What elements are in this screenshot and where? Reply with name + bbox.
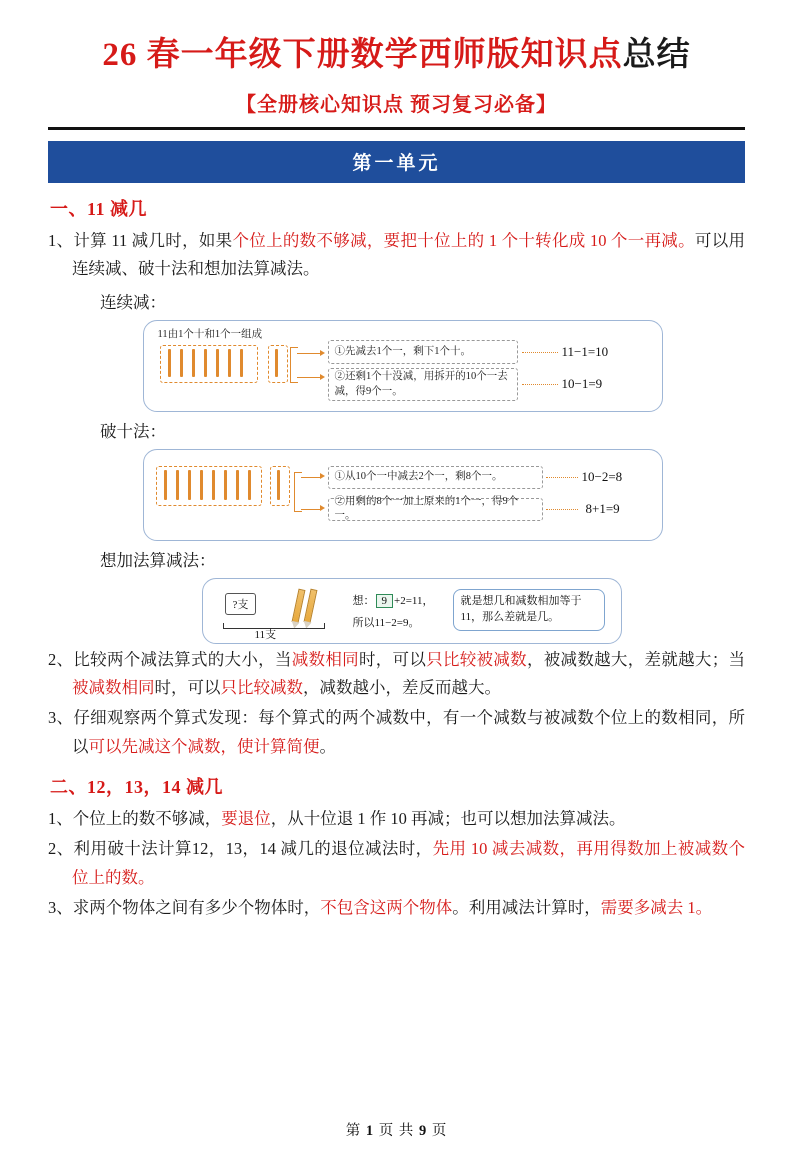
fig3-total-label: 11支 [254, 628, 277, 641]
title-part-1: 26 春一年级下册数学 [102, 37, 419, 73]
stick [192, 349, 195, 377]
stick [204, 349, 207, 377]
stick [277, 470, 280, 500]
fig2-equation-2: 8+1=9 [585, 500, 620, 516]
fig1-arrowhead-2 [320, 374, 325, 380]
s1-i2-d: 只比较被减数 [426, 649, 527, 669]
footer-total-pages: 9 [418, 1123, 428, 1139]
section-heading-2: 二、12，13，14 减几 [50, 777, 223, 798]
s1-i2-a: 2、比较两个减法算式的大小，当 [48, 649, 292, 669]
figure-1-wrapper [48, 320, 745, 412]
stick [212, 470, 215, 500]
fig1-single-one [268, 345, 288, 383]
footer-suffix: 页 [431, 1123, 448, 1139]
s1-i1-a: 1、计算 11 减几时，如果 [48, 230, 233, 250]
fig3-think-line2: 所以11−2=9。 [352, 616, 420, 629]
section2-item3 [48, 894, 745, 922]
sub-label-add-for-subtract: 想加法算减法： [100, 550, 216, 570]
stick [188, 470, 191, 500]
fig3-think-line1 [353, 592, 434, 608]
fig3-think-value: 9 [376, 594, 394, 608]
fig3-think-suffix: +2=11， [394, 594, 434, 607]
stick [180, 349, 183, 377]
stick [236, 470, 239, 500]
section1-item1 [48, 227, 745, 284]
stick [176, 470, 179, 500]
s1-i2-c: 时，可以 [358, 649, 427, 669]
figure-3-wrapper [48, 578, 745, 644]
fig2-dots-1 [546, 477, 578, 478]
s1-i3-c: 。 [319, 736, 336, 756]
fig2-equation-1: 10−2=8 [581, 468, 623, 484]
s1-i2-i: ，减数越小，差反而越大。 [303, 677, 501, 697]
fig1-step-2: ②还剩1个十没减，用拆开的10个一去减，得9个一。 [328, 368, 518, 401]
fig1-arrow-1 [297, 353, 321, 354]
s2-i2-b: 先用 10 减去减数，再用得数加上被减数个位上的数。 [72, 839, 746, 887]
s2-i1-a: 1、个位上的数不够减， [48, 809, 222, 829]
s1-i3-a: 3、仔细观察两个算式发现：每个算式的两个减数中，有一个减数与被减数个位上的数相同，所以 [48, 708, 745, 756]
stick [168, 349, 171, 377]
fig2-step-1: ①从10个一中减去2个一，剩8个一。 [328, 466, 543, 489]
s2-i3-b: 不包含这两个物体 [320, 898, 453, 918]
s1-i2-h: 只比较减数 [220, 677, 303, 697]
figure-2-wrapper [48, 449, 745, 541]
fig1-equation-2: 10−1=9 [561, 376, 603, 392]
fig2-single-one [270, 466, 290, 506]
footer-middle: 页 共 [378, 1123, 415, 1139]
s1-i2-f: 被减数相同 [72, 677, 155, 697]
footer-prefix: 第 [345, 1123, 362, 1139]
title-part-2: 西师版知识点 [418, 37, 623, 73]
section2-item1 [48, 805, 745, 833]
s2-i2-a: 2、利用破十法计算12，13，14 减几的退位减法时， [48, 839, 433, 859]
fig2-arrow-2 [301, 509, 321, 510]
document-page [0, 36, 793, 1158]
footer-page-number: 1 [365, 1123, 375, 1139]
section-heading-1: 一、11 减几 [50, 198, 148, 219]
fig1-dots-2 [522, 384, 558, 385]
fig1-step-1: ①先减去1个一，剩下1个十。 [328, 340, 518, 364]
pencil-icon [291, 588, 305, 623]
fig1-dots-1 [522, 352, 558, 353]
sub-label-continuous-subtraction: 连续减： [100, 293, 166, 313]
fig3-question-box: ?支 [225, 593, 257, 615]
section2-item2 [48, 835, 745, 892]
fig2-bundle-ten [156, 466, 262, 506]
title-part-3: 总结 [622, 37, 691, 73]
fig1-equation-1: 11−1=10 [561, 344, 609, 360]
stick [164, 470, 167, 500]
section1-item2 [48, 646, 745, 703]
s2-i1-b: 要退位 [221, 809, 271, 829]
fig1-arrow-2 [297, 377, 321, 378]
stick [216, 349, 219, 377]
figure-continuous-subtraction [143, 320, 663, 412]
fig2-brace [294, 472, 302, 512]
unit-banner: 第一单元 [48, 141, 745, 183]
s2-i3-d: 需要多减去 1。 [600, 898, 713, 918]
fig2-dots-2 [546, 509, 578, 510]
s2-i3-c: 。利用减法计算时， [452, 898, 601, 918]
fig3-think-prefix: 想： [352, 594, 375, 607]
s1-i3-b: 可以先减这个减数，使计算简便 [88, 736, 320, 756]
section1-item3 [48, 704, 745, 761]
s2-i3-a: 3、求两个物体之间有多少个物体时， [48, 898, 321, 918]
fig1-bundle-ten [160, 345, 258, 383]
pencil-icon [303, 588, 317, 623]
stick [248, 470, 251, 500]
fig2-arrowhead-1 [320, 473, 325, 479]
stick [224, 470, 227, 500]
s1-i2-e: ，被减数越大，差就越大；当 [526, 649, 746, 669]
page-footer [0, 1119, 793, 1140]
stick [228, 349, 231, 377]
stick [200, 470, 203, 500]
title-divider [48, 127, 745, 130]
fig2-arrow-1 [301, 477, 321, 478]
s1-i1-c: 可以用连续减、破十法和想加法算减法。 [72, 230, 746, 278]
s1-i2-b: 减数相同 [291, 649, 359, 669]
s2-i1-c: ，从十位退 1 作 10 再减；也可以想加法算减法。 [270, 809, 626, 829]
fig3-bubble: 就是想几和减数相加等于11，那么差就是几。 [453, 589, 605, 631]
page-title [48, 36, 745, 76]
fig1-caption: 11由1个十和1个一组成 [157, 329, 263, 341]
figure-break-ten-method [143, 449, 663, 541]
s1-i1-b: 个位上的数不够减，要把十位上的 1 个十转化成 10 个一再减。 [232, 230, 695, 250]
sub-label-break-ten: 破十法： [100, 422, 166, 442]
stick [275, 349, 278, 377]
fig2-step-2: ②用剩的8个一加上原来的1个一，得9个一。 [328, 498, 543, 521]
stick [240, 349, 243, 377]
page-subtitle: 【全册核心知识点 预习复习必备】 [236, 93, 557, 116]
fig2-arrowhead-2 [320, 505, 325, 511]
s1-i2-g: 时，可以 [154, 677, 221, 697]
fig1-arrowhead-1 [320, 350, 325, 356]
figure-think-addition [202, 578, 622, 644]
